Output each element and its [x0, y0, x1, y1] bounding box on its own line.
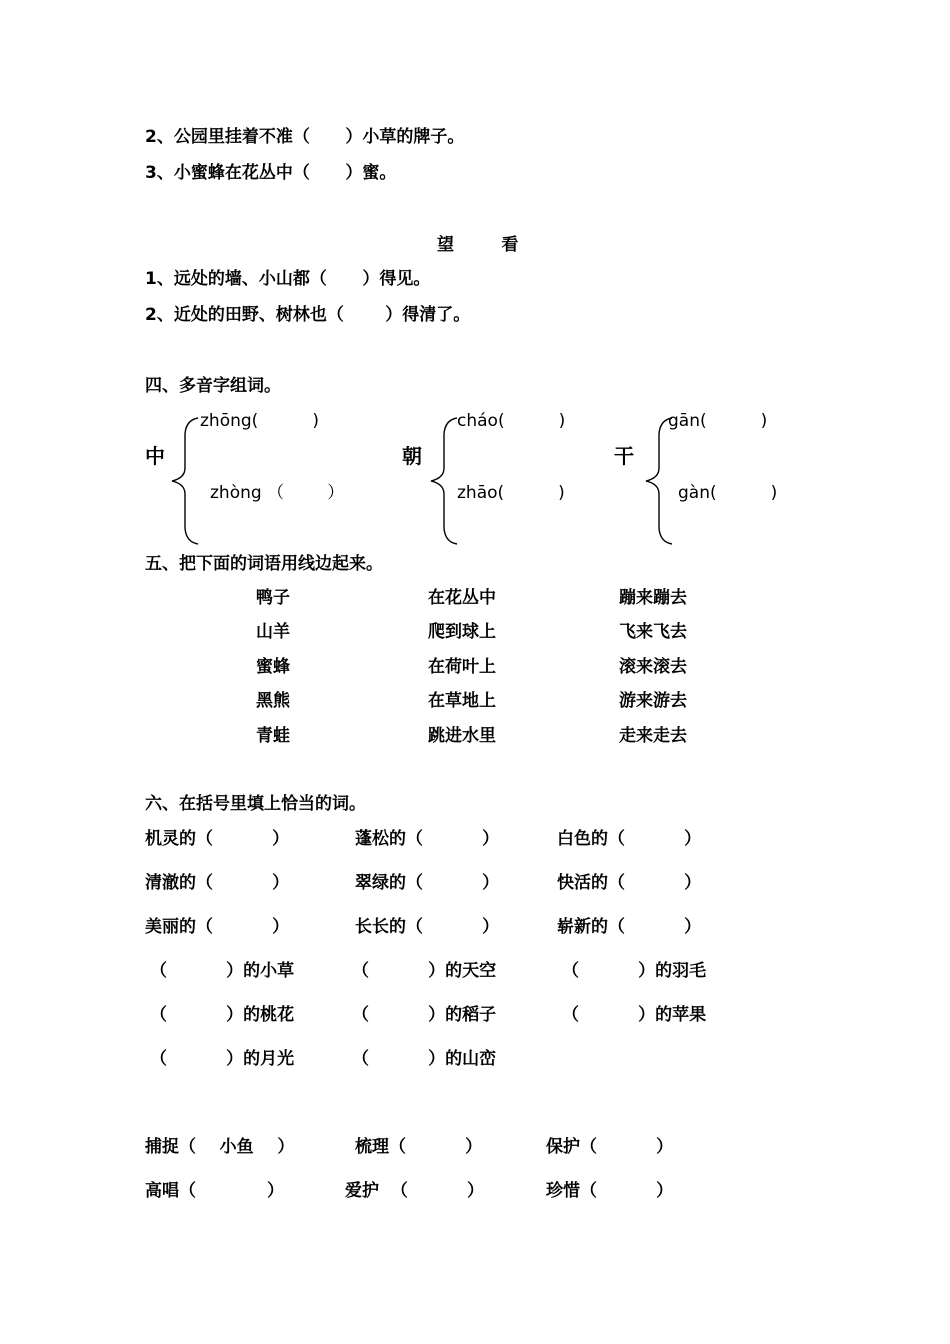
question-wang-1: 1、远处的墙、小山都（ ）得见。: [145, 269, 431, 289]
fill-item: （ ）的桃花: [150, 1005, 295, 1025]
polyphone-char-chao: 朝: [402, 444, 422, 468]
action-item: 走来走去: [619, 726, 687, 746]
pinyin-zhong-4: zhòng （ ）: [210, 483, 345, 503]
fill-item: 白色的（ ）: [557, 829, 702, 849]
question-3-text: 3、小蜜蜂在花丛中（ ）蜜。: [145, 163, 397, 183]
polyphone-char-zhong: 中: [145, 444, 165, 468]
animal-item: 黑熊: [256, 691, 290, 711]
animal-item: 鸭子: [256, 588, 290, 608]
fill-item: 清澈的（ ）: [145, 873, 290, 893]
animal-item: 山羊: [256, 622, 290, 642]
fill-item: 美丽的（ ）: [145, 917, 290, 937]
fill-item: 崭新的（ ）: [557, 917, 702, 937]
fill-item: （ ）的苹果: [562, 1005, 707, 1025]
section-6-title: 六、在括号里填上恰当的词。: [145, 794, 366, 814]
section-5-title: 五、把下面的词语用线边起来。: [145, 554, 383, 574]
section-4-title: 四、多音字组词。: [145, 376, 281, 396]
verb-fill-item: 珍惜（ ）: [546, 1181, 674, 1201]
place-item: 在花丛中: [428, 588, 496, 608]
brace-icon: [642, 416, 678, 546]
fill-item: 快活的（ ）: [557, 873, 702, 893]
action-item: 蹦来蹦去: [619, 588, 687, 608]
place-item: 跳进水里: [428, 726, 496, 746]
action-item: 滚来滚去: [619, 657, 687, 677]
pinyin-gan-4: gàn( ): [678, 483, 778, 503]
fill-item: 翠绿的（ ）: [355, 873, 500, 893]
brace-icon: [168, 416, 204, 546]
brace-icon: [427, 416, 463, 546]
pinyin-zhong-1: zhōng( ): [200, 411, 319, 431]
action-item: 游来游去: [619, 691, 687, 711]
animal-item: 蜜蜂: [256, 657, 290, 677]
verb-fill-item: 爱护 （ ）: [345, 1181, 485, 1201]
animal-item: 青蛙: [256, 726, 290, 746]
question-wang-2: 2、近处的田野、树林也（ ）得清了。: [145, 305, 471, 325]
verb-fill-item: 保护（ ）: [546, 1137, 674, 1157]
fill-item: （ ）的羽毛: [562, 961, 707, 981]
pinyin-gan-1: gān( ): [668, 411, 768, 431]
question-2-text: 2、公园里挂着不准（ ）小草的牌子。: [145, 127, 465, 147]
fill-item: （ ）的稻子: [352, 1005, 497, 1025]
action-item: 飞来飞去: [619, 622, 687, 642]
fill-item: （ ）的月光: [150, 1049, 295, 1069]
place-item: 在草地上: [428, 691, 496, 711]
word-pair-heading: 望 看: [437, 235, 519, 255]
fill-item: （ ）的小草: [150, 961, 295, 981]
place-item: 在荷叶上: [428, 657, 496, 677]
fill-item: 蓬松的（ ）: [355, 829, 500, 849]
fill-item: 机灵的（ ）: [145, 829, 290, 849]
pinyin-zhao: zhāo( ): [457, 483, 565, 503]
fill-item: 长长的（ ）: [355, 917, 500, 937]
fill-item: （ ）的山峦: [352, 1049, 497, 1069]
fill-item: （ ）的天空: [352, 961, 497, 981]
verb-fill-item: 高唱（ ）: [145, 1181, 285, 1201]
verb-fill-item: 捕捉（ 小鱼 ）: [145, 1137, 295, 1157]
place-item: 爬到球上: [428, 622, 496, 642]
pinyin-chao: cháo( ): [457, 411, 566, 431]
polyphone-char-gan: 干: [614, 444, 634, 468]
verb-fill-item: 梳理（ ）: [355, 1137, 483, 1157]
